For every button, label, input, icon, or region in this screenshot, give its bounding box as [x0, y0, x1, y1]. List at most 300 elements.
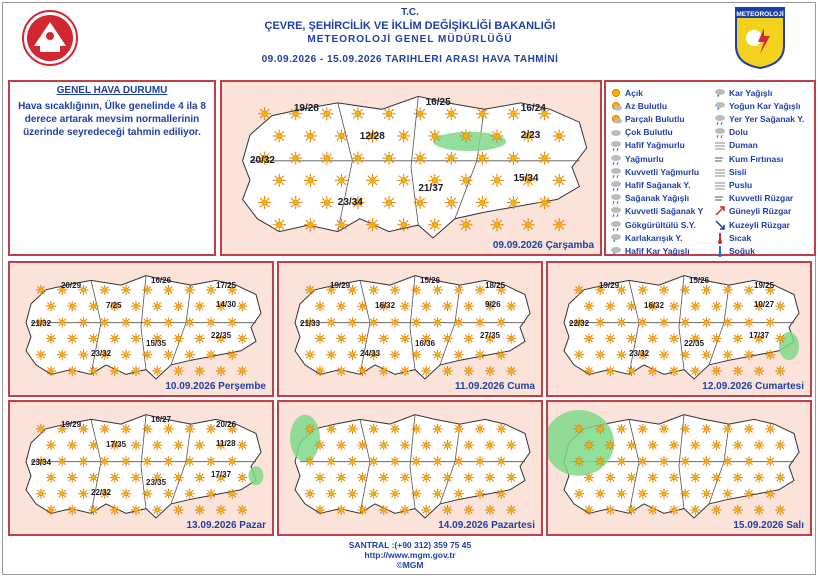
sun-icon: [305, 456, 315, 466]
sun-icon: [390, 317, 400, 327]
sun-icon: [744, 424, 754, 434]
temperature-label: 23/35: [146, 478, 167, 488]
sun-cloud-icon: [610, 113, 622, 125]
sun-icon: [574, 424, 584, 434]
sun-icon: [775, 473, 785, 483]
sun-icon: [46, 440, 56, 450]
turkey-map: [279, 402, 541, 534]
temperature-label: 15/26: [420, 276, 441, 286]
sun-icon: [475, 489, 485, 499]
sun-icon: [358, 505, 368, 515]
sun-icon: [131, 334, 141, 344]
sun-icon: [379, 505, 389, 515]
sun-icon: [443, 366, 453, 376]
sun-icon: [775, 366, 785, 376]
sun-icon: [414, 152, 427, 165]
header: [0, 6, 820, 67]
sun-icon: [744, 350, 754, 360]
light-rain-icon: [610, 139, 622, 151]
logo-text: METEOROLOJİ: [736, 11, 784, 18]
legend-item: [714, 192, 793, 205]
sun-icon: [475, 317, 485, 327]
sun-icon: [397, 174, 410, 187]
sun-icon: [227, 489, 237, 499]
sun-icon: [46, 301, 56, 311]
sun-icon: [131, 440, 141, 450]
legend-item: [610, 192, 689, 205]
sun-icon: [733, 440, 743, 450]
temperature-label: 10/27: [754, 300, 775, 310]
temperature-label: 23/32: [629, 348, 650, 358]
sun-icon: [627, 505, 637, 515]
sun-icon: [702, 456, 712, 466]
sun-icon: [605, 473, 615, 483]
sun-small-cloud-icon: [610, 100, 622, 112]
sun-icon: [414, 196, 427, 209]
sun-icon: [57, 489, 67, 499]
sun-icon: [121, 424, 131, 434]
sun-icon: [358, 366, 368, 376]
sun-icon: [79, 489, 89, 499]
sun-icon: [369, 285, 379, 295]
legend-label: Parçalı Bulutlu: [625, 113, 685, 124]
snow-icon: [714, 87, 726, 99]
sun-icon: [336, 505, 346, 515]
sun-icon: [765, 424, 775, 434]
sun-icon: [507, 152, 520, 165]
temperature-label: 23/34: [31, 457, 52, 467]
sun-icon: [400, 440, 410, 450]
legend-label: Hafif Sağanak Y.: [625, 179, 691, 190]
sun-icon: [744, 317, 754, 327]
sun-icon: [121, 285, 131, 295]
sun-icon: [476, 196, 489, 209]
legend-label: Kuvvetli Rüzgar: [729, 193, 794, 204]
sun-icon: [315, 440, 325, 450]
legend-item: [714, 244, 755, 257]
sun-icon: [485, 505, 495, 515]
sun-icon: [454, 285, 464, 295]
sun-icon: [79, 456, 89, 466]
day-label-6: 14.09.2026 Pazartesi: [438, 520, 535, 531]
sun-icon: [421, 440, 431, 450]
sun-icon: [669, 440, 679, 450]
sun-icon: [379, 366, 389, 376]
sun-icon: [712, 440, 722, 450]
sun-icon: [584, 366, 594, 376]
temperature-label: 12/28: [359, 131, 385, 143]
sun-icon: [733, 301, 743, 311]
sun-icon: [496, 350, 506, 360]
sun-icon: [326, 317, 336, 327]
sun-icon: [754, 366, 764, 376]
legend-label: Puslu: [729, 179, 753, 190]
sun-icon: [627, 366, 637, 376]
sun-icon: [475, 424, 485, 434]
sun-icon: [121, 317, 131, 327]
sun-icon: [369, 424, 379, 434]
sun-icon: [348, 424, 358, 434]
legend-label: Güneyli Rüzgar: [729, 206, 792, 217]
sun-icon: [195, 440, 205, 450]
sun-icon: [57, 350, 67, 360]
sun-icon: [400, 505, 410, 515]
sun-icon: [454, 489, 464, 499]
sun-icon: [584, 473, 594, 483]
sun-icon: [258, 196, 271, 209]
turkey-outline: [243, 96, 587, 238]
sun-icon: [227, 350, 237, 360]
sun-icon: [421, 301, 431, 311]
temperature-label: 16/36: [415, 339, 436, 349]
sun-icon: [443, 301, 453, 311]
legend-label: Duman: [729, 140, 758, 151]
sun-icon: [538, 196, 551, 209]
sun-icon: [491, 174, 504, 187]
sun-icon: [320, 107, 333, 120]
sun-icon: [400, 301, 410, 311]
day-label-7: 15.09.2026 Salı: [733, 520, 804, 531]
sun-icon: [433, 489, 443, 499]
legend-item: [714, 231, 751, 244]
sun-icon: [411, 456, 421, 466]
sun-icon: [627, 440, 637, 450]
sun-icon: [680, 317, 690, 327]
sun-icon: [67, 440, 77, 450]
ministry-title: ÇEVRE, ŞEHİRCİLİK VE İKLİM DEĞİŞİKLİĞİ BAKANLIĞI: [264, 20, 556, 32]
sun-icon: [464, 366, 474, 376]
sun-icon: [507, 107, 520, 120]
sun-icon: [100, 317, 110, 327]
sun-icon: [237, 505, 247, 515]
shower-icon: [610, 192, 622, 204]
temperature-label: 24/33: [360, 348, 381, 358]
sun-icon: [185, 317, 195, 327]
sun-icon: [335, 129, 348, 142]
day-label-4: 12.09.2026 Cumartesi: [702, 381, 804, 392]
sun-icon: [142, 424, 152, 434]
sun-icon: [659, 456, 669, 466]
sun-icon: [369, 317, 379, 327]
sun-icon: [358, 301, 368, 311]
sun-icon: [411, 350, 421, 360]
sun-icon: [702, 285, 712, 295]
sun-icon: [459, 174, 472, 187]
sun-icon: [712, 505, 722, 515]
heavy-shower-icon: [610, 205, 622, 217]
sun-icon: [638, 489, 648, 499]
sun-icon: [57, 317, 67, 327]
day-label-3: 11.09.2026 Cuma: [454, 381, 535, 392]
heavy-snow-icon: [714, 100, 726, 112]
sun-icon: [216, 366, 226, 376]
temperature-label: 7/25: [106, 301, 122, 311]
sun-icon: [475, 350, 485, 360]
sun-icon: [411, 489, 421, 499]
legend-label: Gökgürültülü S.Y.: [625, 219, 696, 230]
sun-icon: [100, 456, 110, 466]
sun-icon: [336, 366, 346, 376]
sun-icon: [428, 129, 441, 142]
sun-icon: [305, 350, 315, 360]
legend-item: [610, 231, 683, 244]
legend-label: Kuvvetli Sağanak Y: [625, 206, 704, 217]
legend-item: [610, 218, 696, 231]
scattered-shower-icon: [714, 113, 726, 125]
temperature-label: 16/32: [375, 301, 396, 311]
sun-icon: [754, 473, 764, 483]
sun-icon: [744, 456, 754, 466]
sun-icon: [164, 456, 174, 466]
sun-icon: [617, 489, 627, 499]
temperature-label: 20/32: [249, 155, 275, 167]
sun-icon: [67, 334, 77, 344]
sun-icon: [476, 152, 489, 165]
sun-icon: [496, 424, 506, 434]
sun-icon: [195, 301, 205, 311]
sun-icon: [485, 440, 495, 450]
day-panel-3: [277, 261, 543, 397]
legend-label: Dolu: [729, 127, 748, 138]
haze-icon: [714, 179, 726, 191]
smoke-icon: [714, 139, 726, 151]
sun-icon: [765, 489, 775, 499]
svg-text:*: *: [717, 107, 720, 112]
sun-icon: [304, 129, 317, 142]
sun-icon: [459, 218, 472, 231]
general-weather-box: [8, 80, 216, 256]
sun-icon: [79, 317, 89, 327]
temperature-label: 17/25: [216, 280, 237, 290]
sun-icon: [723, 489, 733, 499]
sun-icon: [336, 301, 346, 311]
sun-icon: [443, 334, 453, 344]
sun-icon: [57, 456, 67, 466]
legend-label: Açık: [625, 87, 643, 98]
sun-icon: [775, 505, 785, 515]
legend-label: Yoğun Kar Yağışlı: [729, 100, 801, 111]
sun-icon: [702, 350, 712, 360]
legend-label: Kuvvetli Yağmurlu: [625, 166, 700, 177]
sun-icon: [605, 334, 615, 344]
sun-icon: [379, 473, 389, 483]
legend-item: [610, 205, 703, 218]
temperature-label: 2/23: [520, 129, 541, 141]
legend-label: Soğuk: [729, 245, 755, 256]
legend-item: [714, 139, 758, 152]
sun-icon: [237, 366, 247, 376]
sun-icon: [390, 456, 400, 466]
sun-icon: [400, 366, 410, 376]
sun-icon: [326, 489, 336, 499]
sun-icon: [433, 424, 443, 434]
sleet-icon: [610, 232, 622, 244]
sun-icon: [326, 456, 336, 466]
sun-icon: [464, 505, 474, 515]
legend-item: [610, 139, 685, 152]
sun-icon: [491, 129, 504, 142]
sun-icon: [744, 285, 754, 295]
sun-icon: [459, 129, 472, 142]
legend-label: Yağmurlu: [625, 153, 664, 164]
sun-icon: [733, 505, 743, 515]
sun-icon: [595, 489, 605, 499]
sun-icon: [305, 424, 315, 434]
sun-icon: [584, 505, 594, 515]
sun-icon: [390, 424, 400, 434]
sun-icon: [46, 473, 56, 483]
legend-item: [610, 126, 673, 139]
sun-icon: [67, 473, 77, 483]
republic-label: T.C.: [401, 7, 419, 18]
sun-icon: [584, 334, 594, 344]
sun-icon: [36, 424, 46, 434]
sun-icon: [553, 218, 566, 231]
sun-icon: [36, 285, 46, 295]
sun-icon: [131, 473, 141, 483]
legend-label: Sisli: [729, 166, 747, 177]
sun-icon: [258, 107, 271, 120]
sun-icon: [36, 350, 46, 360]
sun-icon: [553, 174, 566, 187]
sun-icon: [476, 107, 489, 120]
sun-icon: [397, 218, 410, 231]
sun-icon: [320, 152, 333, 165]
sun-icon: [227, 456, 237, 466]
legend-item: [714, 112, 804, 125]
sun-icon: [195, 473, 205, 483]
legend-item: [610, 99, 667, 112]
sun-icon: [702, 424, 712, 434]
sun-icon: [46, 505, 56, 515]
sun-icon: [379, 334, 389, 344]
sun-icon: [206, 350, 216, 360]
sun-icon: [67, 366, 77, 376]
temperature-label: 19/29: [599, 280, 620, 290]
legend-item: [610, 178, 691, 191]
sun-icon: [142, 489, 152, 499]
legend-label: Hafif Kar Yağışlı: [625, 245, 690, 256]
legend-item: [714, 165, 746, 178]
day-label-5: 13.09.2026 Pazar: [186, 520, 266, 531]
sun-icon: [142, 317, 152, 327]
fog-icon: [714, 166, 726, 178]
sun-icon: [507, 196, 520, 209]
day-panel-5: [8, 400, 274, 536]
sun-icon: [110, 334, 120, 344]
temperature-label: 15/35: [146, 339, 167, 349]
sun-icon: [273, 129, 286, 142]
light-shower-icon: [610, 179, 622, 191]
sun-icon: [506, 334, 516, 344]
sun-icon: [445, 196, 458, 209]
sun-icon: [648, 473, 658, 483]
directorate-title: METEOROLOJİ GENEL MÜDÜRLÜĞÜ: [307, 34, 513, 45]
sun-icon: [237, 440, 247, 450]
footer-url: http://www.mgm.gov.tr: [364, 550, 456, 560]
sun-icon: [110, 366, 120, 376]
sun-icon: [445, 152, 458, 165]
temperature-label: 19/29: [61, 419, 82, 429]
sun-icon: [315, 301, 325, 311]
footer-copyright: ©MGM: [396, 560, 424, 570]
legend-item: [714, 152, 783, 165]
sun-icon: [712, 473, 722, 483]
sun-icon: [185, 424, 195, 434]
legend-item: [610, 112, 685, 125]
legend-label: Kar Yağışlı: [729, 87, 773, 98]
sun-icon: [358, 334, 368, 344]
sun-icon: [712, 301, 722, 311]
sun-icon: [723, 285, 733, 295]
sun-icon: [712, 334, 722, 344]
sun-icon: [765, 317, 775, 327]
legend-label: Kuzeyli Rüzgar: [729, 219, 790, 230]
sun-icon: [723, 317, 733, 327]
sun-icon: [390, 350, 400, 360]
sun-icon: [336, 473, 346, 483]
temperature-label: 16/24: [520, 103, 546, 115]
sun-icon: [669, 301, 679, 311]
sun-icon: [152, 301, 162, 311]
footer: [0, 540, 820, 570]
sun-icon: [445, 107, 458, 120]
sun-icon: [669, 366, 679, 376]
sun-icon: [152, 440, 162, 450]
sun-icon: [775, 334, 785, 344]
sun-icon: [496, 489, 506, 499]
sun-icon: [765, 350, 775, 360]
sun-icon: [595, 317, 605, 327]
sun-icon: [195, 505, 205, 515]
legend-label: Az Bulutlu: [625, 100, 668, 111]
legend-item: [714, 218, 790, 231]
rain-area: [290, 415, 320, 462]
sun-icon: [366, 218, 379, 231]
sun-icon: [680, 456, 690, 466]
sun-icon: [237, 334, 247, 344]
legend-label: Sıcak: [729, 232, 752, 243]
sun-icon: [496, 317, 506, 327]
sun-icon: [89, 301, 99, 311]
sun-icon: [164, 424, 174, 434]
sun-icon: [89, 366, 99, 376]
sun-icon: [100, 285, 110, 295]
sun-icon: [164, 317, 174, 327]
sun-icon: [121, 350, 131, 360]
sun-icon: [315, 505, 325, 515]
sun-icon: [369, 456, 379, 466]
sun-icon: [475, 456, 485, 466]
legend-item: [714, 126, 748, 139]
sun-icon: [304, 218, 317, 231]
sun-icon: [216, 505, 226, 515]
sun-icon: [775, 440, 785, 450]
south-wind-arrow-icon: [714, 205, 726, 217]
sun-icon: [414, 107, 427, 120]
sun-icon: [702, 317, 712, 327]
sun-icon: [206, 285, 216, 295]
day-panel-7: [546, 400, 812, 536]
temperature-label: 17/35: [106, 440, 127, 450]
turkey-map: [548, 402, 810, 534]
sun-icon: [605, 505, 615, 515]
sun-icon: [595, 424, 605, 434]
rain-area: [249, 466, 264, 485]
sun-icon: [733, 473, 743, 483]
sun-icon: [131, 505, 141, 515]
sun-icon: [506, 473, 516, 483]
